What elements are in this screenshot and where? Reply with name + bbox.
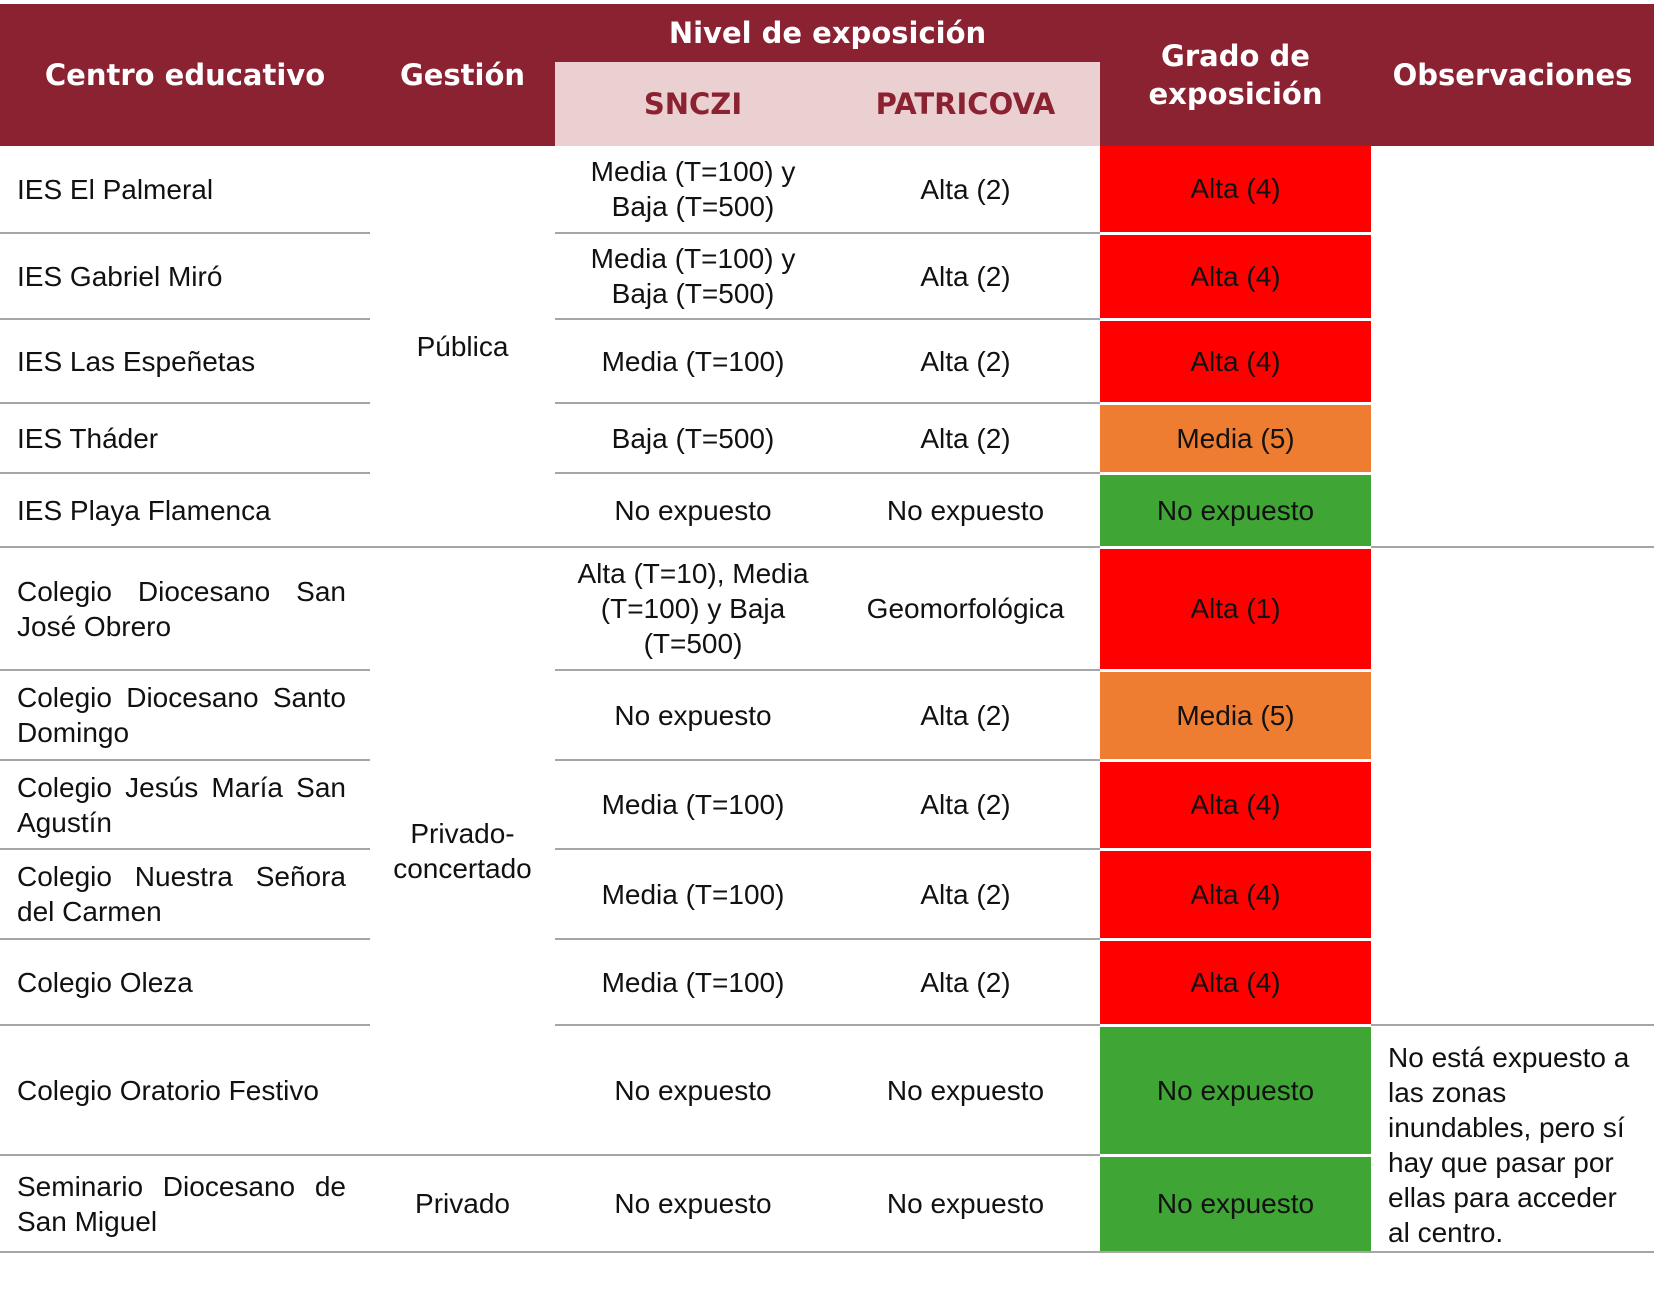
- row-obs-empty: [1371, 547, 1654, 670]
- header-grado: Grado de exposición: [1100, 4, 1371, 146]
- observation-note: No está expuesto a las zonas inundables, pero sí hay que pasar por ellas para acceder al centro.: [1371, 1025, 1654, 1252]
- row-snczi: Media (T=100) y Baja (T=500): [555, 233, 831, 319]
- row-patricova: Alta (2): [831, 939, 1100, 1025]
- header-patricova: PATRICOVA: [831, 62, 1100, 146]
- row-centro: IES Gabriel Miró: [0, 233, 370, 319]
- row-centro: IES Tháder: [0, 403, 370, 473]
- row-centro: Colegio Oratorio Festivo: [0, 1025, 370, 1155]
- row-grado: No expuesto: [1100, 1155, 1371, 1252]
- row-obs-empty: [1371, 939, 1654, 1025]
- row-patricova: No expuesto: [831, 473, 1100, 547]
- row-obs-empty: [1371, 760, 1654, 849]
- row-patricova: No expuesto: [831, 1155, 1100, 1252]
- row-patricova: Alta (2): [831, 233, 1100, 319]
- row-grado: Alta (4): [1100, 760, 1371, 849]
- row-grado: No expuesto: [1100, 473, 1371, 547]
- row-snczi: No expuesto: [555, 1155, 831, 1252]
- row-grado: Alta (1): [1100, 547, 1371, 670]
- row-snczi: Media (T=100): [555, 760, 831, 849]
- row-grado: Media (5): [1100, 670, 1371, 760]
- row-grado: Alta (4): [1100, 319, 1371, 403]
- row-grado: Alta (4): [1100, 849, 1371, 939]
- row-patricova: Alta (2): [831, 670, 1100, 760]
- row-snczi: Media (T=100): [555, 849, 831, 939]
- row-patricova: Alta (2): [831, 146, 1100, 233]
- row-patricova: Alta (2): [831, 319, 1100, 403]
- row-snczi: Baja (T=500): [555, 403, 831, 473]
- row-grado: Alta (4): [1100, 146, 1371, 233]
- row-centro: IES El Palmeral: [0, 146, 370, 233]
- header-centro: Centro educativo: [0, 4, 370, 146]
- row-snczi: Media (T=100) y Baja (T=500): [555, 146, 831, 233]
- row-snczi: No expuesto: [555, 670, 831, 760]
- row-obs-empty: [1371, 403, 1654, 473]
- row-snczi: Alta (T=10), Media (T=100) y Baja (T=500): [555, 547, 831, 670]
- row-centro: Seminario Diocesano de San Miguel: [0, 1155, 370, 1252]
- row-centro: Colegio Nuestra Señora del Carmen: [0, 849, 370, 939]
- row-patricova: Geomorfológica: [831, 547, 1100, 670]
- row-patricova: Alta (2): [831, 403, 1100, 473]
- row-snczi: No expuesto: [614, 1074, 772, 1106]
- row-obs-empty: [1371, 146, 1654, 233]
- row-obs-empty: [1371, 670, 1654, 760]
- row-centro: Colegio Diocesano Santo Domingo: [0, 670, 370, 760]
- header-nivel: Nivel de exposición: [555, 4, 1100, 62]
- row-patricova: No expuesto: [886, 1074, 1045, 1106]
- header-gestion: Gestión: [370, 4, 555, 146]
- gestion-privado: Privado: [370, 1155, 555, 1252]
- exposure-table: [0, 4, 1654, 1253]
- row-grado: Media (5): [1100, 403, 1371, 473]
- row-centro: Colegio Oleza: [0, 939, 370, 1025]
- row-centro: IES Playa Flamenca: [0, 473, 370, 547]
- row-obs-empty: [1371, 849, 1654, 939]
- row-patricova: Alta (2): [831, 849, 1100, 939]
- row-grado: Alta (4): [1100, 233, 1371, 319]
- row-snczi: Media (T=100): [555, 939, 831, 1025]
- gestion-privado-concertado: Privado-concertado: [393, 818, 532, 884]
- row-obs-empty: [1371, 473, 1654, 547]
- row-centro: Colegio Jesús María San Agustín: [0, 760, 370, 849]
- row-centro: IES Las Espeñetas: [0, 319, 370, 403]
- header-snczi: SNCZI: [555, 62, 831, 146]
- row-obs-empty: [1371, 319, 1654, 403]
- row-grado: No expuesto: [1100, 1025, 1371, 1155]
- header-observaciones: Observaciones: [1371, 4, 1654, 146]
- row-snczi: No expuesto: [555, 473, 831, 547]
- row-centro: Colegio Diocesano San José Obrero: [0, 547, 370, 670]
- row-grado: Alta (4): [1100, 939, 1371, 1025]
- row-snczi: Media (T=100): [555, 319, 831, 403]
- gestion-publica: Pública: [370, 146, 555, 547]
- row-patricova: Alta (2): [831, 760, 1100, 849]
- row-obs-empty: [1371, 233, 1654, 319]
